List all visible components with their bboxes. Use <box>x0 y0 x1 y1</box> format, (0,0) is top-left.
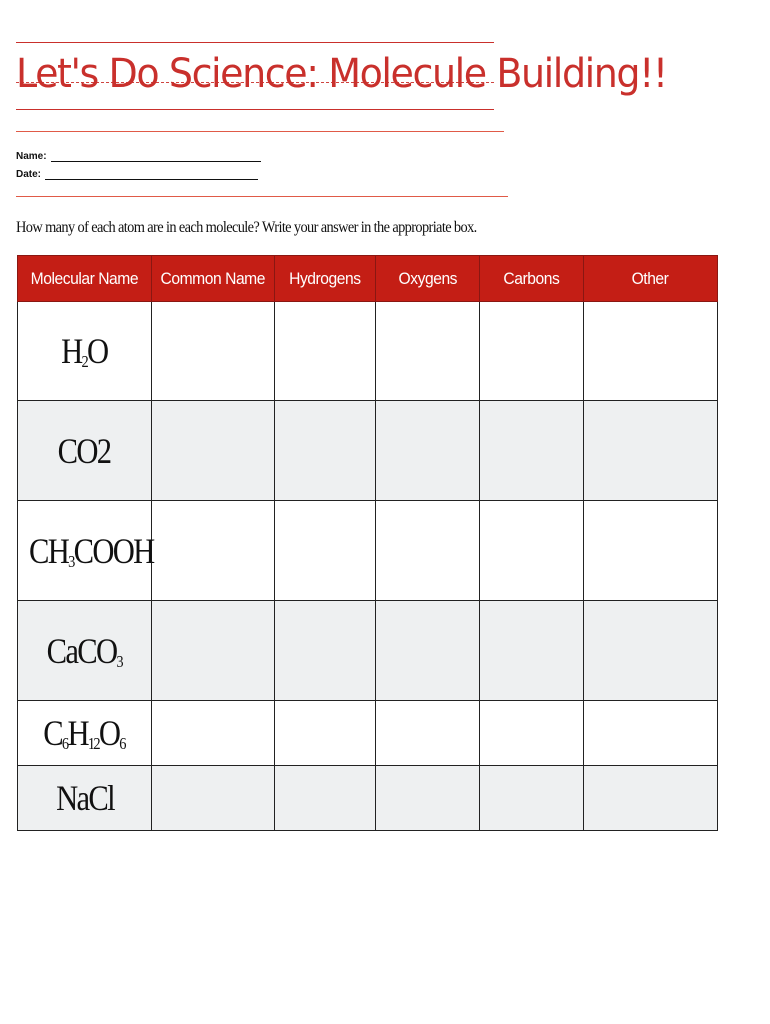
carbons-answer-cell[interactable] <box>480 302 584 401</box>
formula-cell <box>18 501 152 601</box>
formula-subscript: 6 <box>62 734 68 753</box>
formula-cell <box>18 302 152 401</box>
formula-subscript: 3 <box>68 551 74 571</box>
formula-subscript: 12 <box>88 734 100 753</box>
formula-cell <box>18 401 152 501</box>
oxygens-answer-cell[interactable] <box>376 401 480 501</box>
common-answer-cell[interactable] <box>152 601 275 701</box>
instructions: How many of each atom are in each molecule? Write your answer in the appropriate box. <box>16 219 477 236</box>
divider-bottom <box>16 196 508 197</box>
date-label: Date: <box>16 169 42 180</box>
carbons-answer-cell[interactable] <box>480 601 584 701</box>
header-other: Other <box>584 256 718 302</box>
other-answer-cell[interactable] <box>584 302 718 401</box>
formula-subscript: 3 <box>116 651 123 671</box>
common-answer-cell[interactable] <box>152 401 275 501</box>
formula-text: O <box>87 331 108 371</box>
oxygens-answer-cell[interactable] <box>376 501 480 601</box>
formula-text: H <box>67 713 89 753</box>
common-answer-cell[interactable] <box>152 501 275 601</box>
formula-text: COOH <box>73 530 154 571</box>
common-answer-cell[interactable] <box>152 302 275 401</box>
other-answer-cell[interactable] <box>584 766 718 831</box>
formula-text: H <box>61 331 82 371</box>
formula-cell <box>18 601 152 701</box>
formula-subscript: 6 <box>119 734 126 753</box>
formula-text: CO2 <box>58 430 111 471</box>
name-input-line[interactable] <box>51 150 261 162</box>
divider-top <box>16 131 504 132</box>
formula-cell <box>18 766 152 831</box>
hydrogens-answer-cell[interactable] <box>275 701 376 766</box>
formula-text: C <box>43 713 63 753</box>
table-row <box>18 302 718 401</box>
header-common-name: Common Name <box>152 256 275 302</box>
formula-cell <box>18 701 152 766</box>
name-field[interactable] <box>16 150 261 162</box>
header-molecular-name: Molecular Name <box>18 256 152 302</box>
table-row <box>18 401 718 501</box>
title-block <box>16 38 667 118</box>
date-input-line[interactable] <box>45 168 258 180</box>
formula-text: CH <box>28 530 69 571</box>
table-row <box>18 601 718 701</box>
formula-subscript: 2 <box>81 352 88 371</box>
table-row <box>18 701 718 766</box>
other-answer-cell[interactable] <box>584 701 718 766</box>
common-answer-cell[interactable] <box>152 766 275 831</box>
oxygens-answer-cell[interactable] <box>376 701 480 766</box>
hydrogens-answer-cell[interactable] <box>275 766 376 831</box>
carbons-answer-cell[interactable] <box>480 701 584 766</box>
hydrogens-answer-cell[interactable] <box>275 401 376 501</box>
name-label: Name: <box>16 151 47 162</box>
table-row <box>18 501 718 601</box>
carbons-answer-cell[interactable] <box>480 501 584 601</box>
header-carbons: Carbons <box>480 256 584 302</box>
carbons-answer-cell[interactable] <box>480 766 584 831</box>
other-answer-cell[interactable] <box>584 601 718 701</box>
other-answer-cell[interactable] <box>584 501 718 601</box>
other-answer-cell[interactable] <box>584 401 718 501</box>
molecule-table <box>17 255 718 831</box>
header-hydrogens: Hydrogens <box>275 256 376 302</box>
carbons-answer-cell[interactable] <box>480 401 584 501</box>
formula-text: CaCO <box>46 630 117 671</box>
hydrogens-answer-cell[interactable] <box>275 601 376 701</box>
hydrogens-answer-cell[interactable] <box>275 302 376 401</box>
table-header-row <box>18 256 718 302</box>
formula-text: NaCl <box>55 778 114 818</box>
date-field[interactable] <box>16 168 258 180</box>
common-answer-cell[interactable] <box>152 701 275 766</box>
oxygens-answer-cell[interactable] <box>376 601 480 701</box>
table-row <box>18 766 718 831</box>
hydrogens-answer-cell[interactable] <box>275 501 376 601</box>
oxygens-answer-cell[interactable] <box>376 302 480 401</box>
page-title: Let's Do Science: Molecule Building!! <box>16 51 667 97</box>
oxygens-answer-cell[interactable] <box>376 766 480 831</box>
formula-text: O <box>99 713 120 753</box>
header-oxygens: Oxygens <box>376 256 480 302</box>
guide-line-base <box>16 109 494 110</box>
